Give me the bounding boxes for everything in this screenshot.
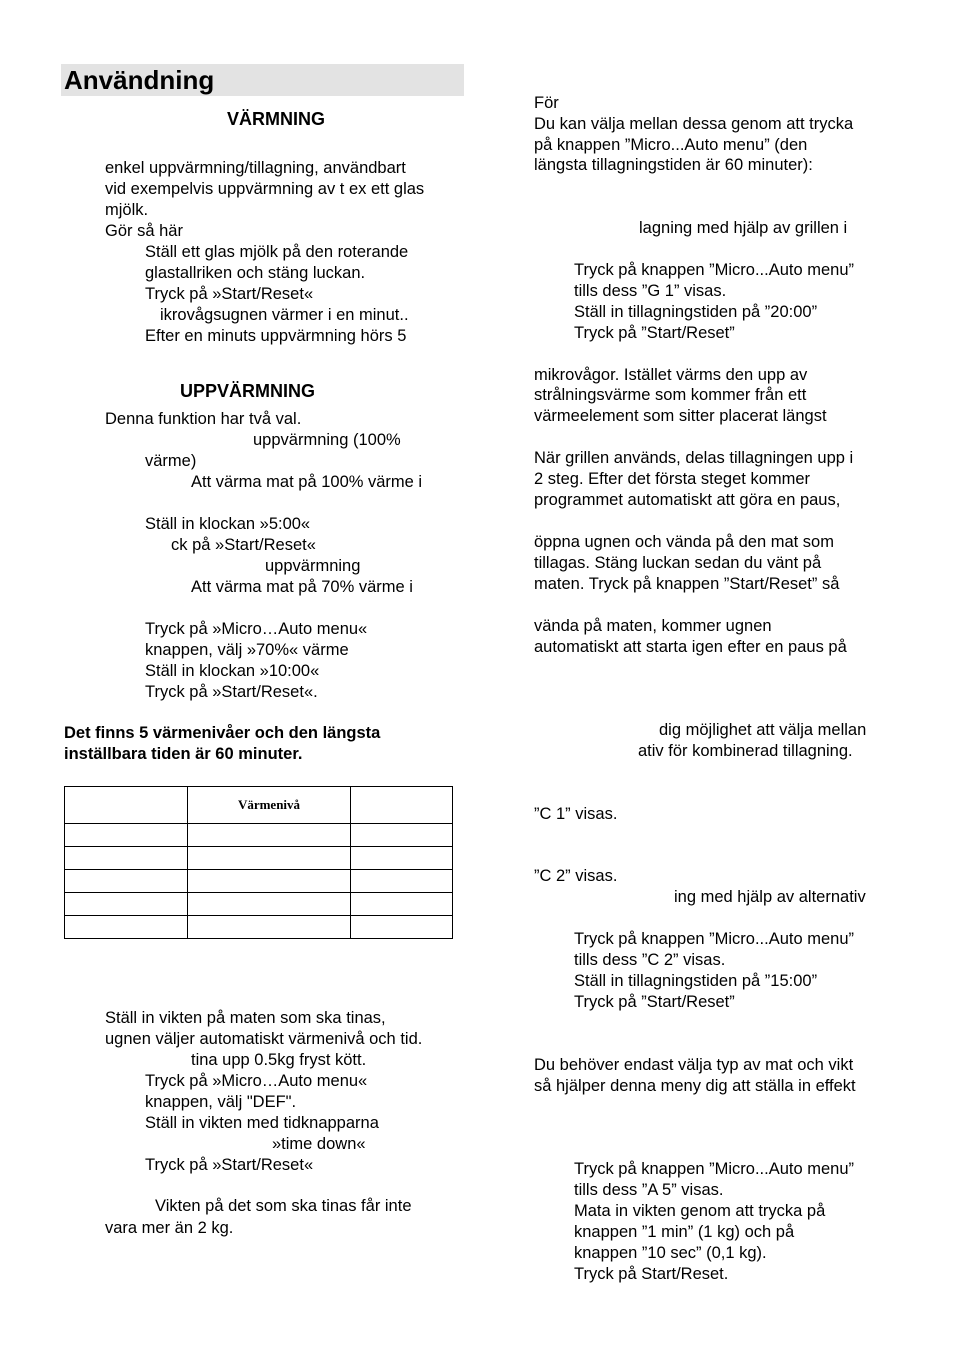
paragraph-line: För <box>534 94 559 112</box>
table-header-cell <box>65 787 188 824</box>
paragraph-line: mikrovågor. Istället värms den upp av <box>534 366 808 384</box>
step-line: Tryck på ”Start/Reset” <box>574 993 735 1011</box>
paragraph-line: lagning med hjälp av grillen i <box>639 219 848 237</box>
paragraph-line: Du behöver endast välja typ av mat och vikt <box>534 1056 854 1074</box>
step-line: tills dess ”A 5” visas. <box>574 1181 724 1199</box>
table-header-cell <box>351 787 453 824</box>
table-row <box>65 847 453 870</box>
table-row <box>65 870 453 893</box>
step-line: knappen, välj "DEF". <box>145 1093 297 1111</box>
paragraph-line: När grillen används, delas tillagningen upp i <box>534 449 854 467</box>
table-row <box>65 824 453 847</box>
paragraph-line: öppna ugnen och vända på den mat som <box>534 533 834 551</box>
table-cell <box>351 893 453 916</box>
table-cell <box>188 893 351 916</box>
step-line: Ställ ett glas mjölk på den roterande <box>145 243 409 261</box>
paragraph-line: programmet automatiskt att göra en paus, <box>534 491 841 509</box>
paragraph-line: ugnen väljer automatiskt värmenivå och tid. <box>105 1030 423 1048</box>
heat-level-table <box>64 786 453 939</box>
table-cell <box>65 870 188 893</box>
paragraph-line: strålningsvärme som kommer från ett <box>534 386 807 404</box>
step-line: Tryck på knappen ”Micro...Auto menu” <box>574 1160 855 1178</box>
paragraph-line: längsta tillagningstiden är 60 minuter): <box>534 156 813 174</box>
step-line: Ställ in klockan »5:00« <box>145 515 311 533</box>
paragraph-line: maten. Tryck på knappen ”Start/Reset” så <box>534 575 840 593</box>
step-line: tills dess ”C 2” visas. <box>574 951 726 969</box>
table-cell <box>65 916 188 939</box>
paragraph-line: så hjälper denna meny dig att ställa in effekt <box>534 1077 856 1095</box>
step-line: ikrovågsugnen värmer i en minut.. <box>160 306 409 324</box>
paragraph-line: ing med hjälp av alternativ <box>674 888 866 906</box>
step-line: Efter en minuts uppvärmning hörs 5 <box>145 327 407 345</box>
step-line: Ställ in tillagningstiden på ”15:00” <box>574 972 818 990</box>
step-line: knappen, välj »70%« värme <box>145 641 349 659</box>
paragraph-line: Vikten på det som ska tinas får inte <box>155 1197 412 1215</box>
step-line: »time down« <box>272 1135 366 1153</box>
table-cell <box>65 824 188 847</box>
step-line: knappen ”1 min” (1 kg) och på <box>574 1223 795 1241</box>
paragraph-line: värme) <box>145 452 197 470</box>
table-header-cell: Värmenivå <box>188 787 351 824</box>
step-line: Tryck på »Start/Reset«. <box>145 683 318 701</box>
paragraph-line: Ställ in vikten på maten som ska tinas, <box>105 1009 386 1027</box>
paragraph-line: på knappen ”Micro...Auto menu” (den <box>534 136 808 154</box>
paragraph-line: vara mer än 2 kg. <box>105 1219 234 1237</box>
table-header-row <box>65 787 453 824</box>
step-line: Tryck på Start/Reset. <box>574 1265 729 1283</box>
paragraph-line: ”C 2” visas. <box>534 867 618 885</box>
step-line: Tryck på »Micro…Auto menu« <box>145 620 368 638</box>
paragraph-line: automatiskt att starta igen efter en paus på <box>534 638 847 656</box>
paragraph-line: värmeelement som sitter placerat längst <box>534 407 827 425</box>
step-line: Tryck på knappen ”Micro...Auto menu” <box>574 261 855 279</box>
step-line: Ställ in tillagningstiden på ”20:00” <box>574 303 818 321</box>
step-line: glastallriken och stäng luckan. <box>145 264 366 282</box>
paragraph-line: 2 steg. Efter det första steget kommer <box>534 470 811 488</box>
table-cell <box>351 847 453 870</box>
step-line: Ställ in vikten med tidknapparna <box>145 1114 379 1132</box>
bold-note-line: Det finns 5 värmenivåer och den längsta <box>64 724 381 742</box>
table-cell <box>65 847 188 870</box>
table-cell <box>188 824 351 847</box>
step-line: Tryck på »Start/Reset« <box>145 1156 314 1174</box>
step-line: tills dess ”G 1” visas. <box>574 282 727 300</box>
paragraph-line: vid exempelvis uppvärmning av t ex ett glas <box>105 180 425 198</box>
paragraph-line: Att värma mat på 100% värme i <box>191 473 423 491</box>
table-row <box>65 916 453 939</box>
paragraph-line: Denna funktion har två val. <box>105 410 302 428</box>
table-cell <box>188 847 351 870</box>
paragraph-line: Att värma mat på 70% värme i <box>191 578 413 596</box>
paragraph-line: Gör så här <box>105 222 183 240</box>
step-line: Tryck på »Start/Reset« <box>145 285 314 303</box>
paragraph-line: mjölk. <box>105 201 149 219</box>
table-cell <box>188 916 351 939</box>
paragraph-line: tillagas. Stäng luckan sedan du vänt på <box>534 554 822 572</box>
heading-uppvarmning: UPPVÄRMNING <box>180 381 316 401</box>
table-cell <box>351 870 453 893</box>
table-cell <box>351 824 453 847</box>
paragraph-line: enkel uppvärmning/tillagning, användbart <box>105 159 406 177</box>
table-cell <box>188 870 351 893</box>
bold-note-line: inställbara tiden är 60 minuter. <box>64 745 303 763</box>
step-line: Tryck på »Micro…Auto menu« <box>145 1072 368 1090</box>
table-cell <box>351 916 453 939</box>
step-line: Tryck på ”Start/Reset” <box>574 324 735 342</box>
paragraph-line: dig möjlighet att välja mellan <box>659 721 867 739</box>
table-cell <box>65 893 188 916</box>
step-line: ck på »Start/Reset« <box>171 536 316 554</box>
step-line: Mata in vikten genom att trycka på <box>574 1202 826 1220</box>
paragraph-line: vända på maten, kommer ugnen <box>534 617 772 635</box>
table-row <box>65 893 453 916</box>
paragraph-line: Du kan välja mellan dessa genom att trycka <box>534 115 854 133</box>
heading-varmning: VÄRMNING <box>227 109 325 129</box>
step-line: Tryck på knappen ”Micro...Auto menu” <box>574 930 855 948</box>
paragraph-line: tina upp 0.5kg fryst kött. <box>191 1051 367 1069</box>
step-line: knappen ”10 sec” (0,1 kg). <box>574 1244 767 1262</box>
step-line: Ställ in klockan »10:00« <box>145 662 320 680</box>
paragraph-line: uppvärmning <box>265 557 361 575</box>
paragraph-line: ”C 1” visas. <box>534 805 618 823</box>
paragraph-line: uppvärmning (100% <box>253 431 401 449</box>
paragraph-line: ativ för kombinerad tillagning. <box>638 742 853 760</box>
page-title: Användning <box>64 65 215 95</box>
